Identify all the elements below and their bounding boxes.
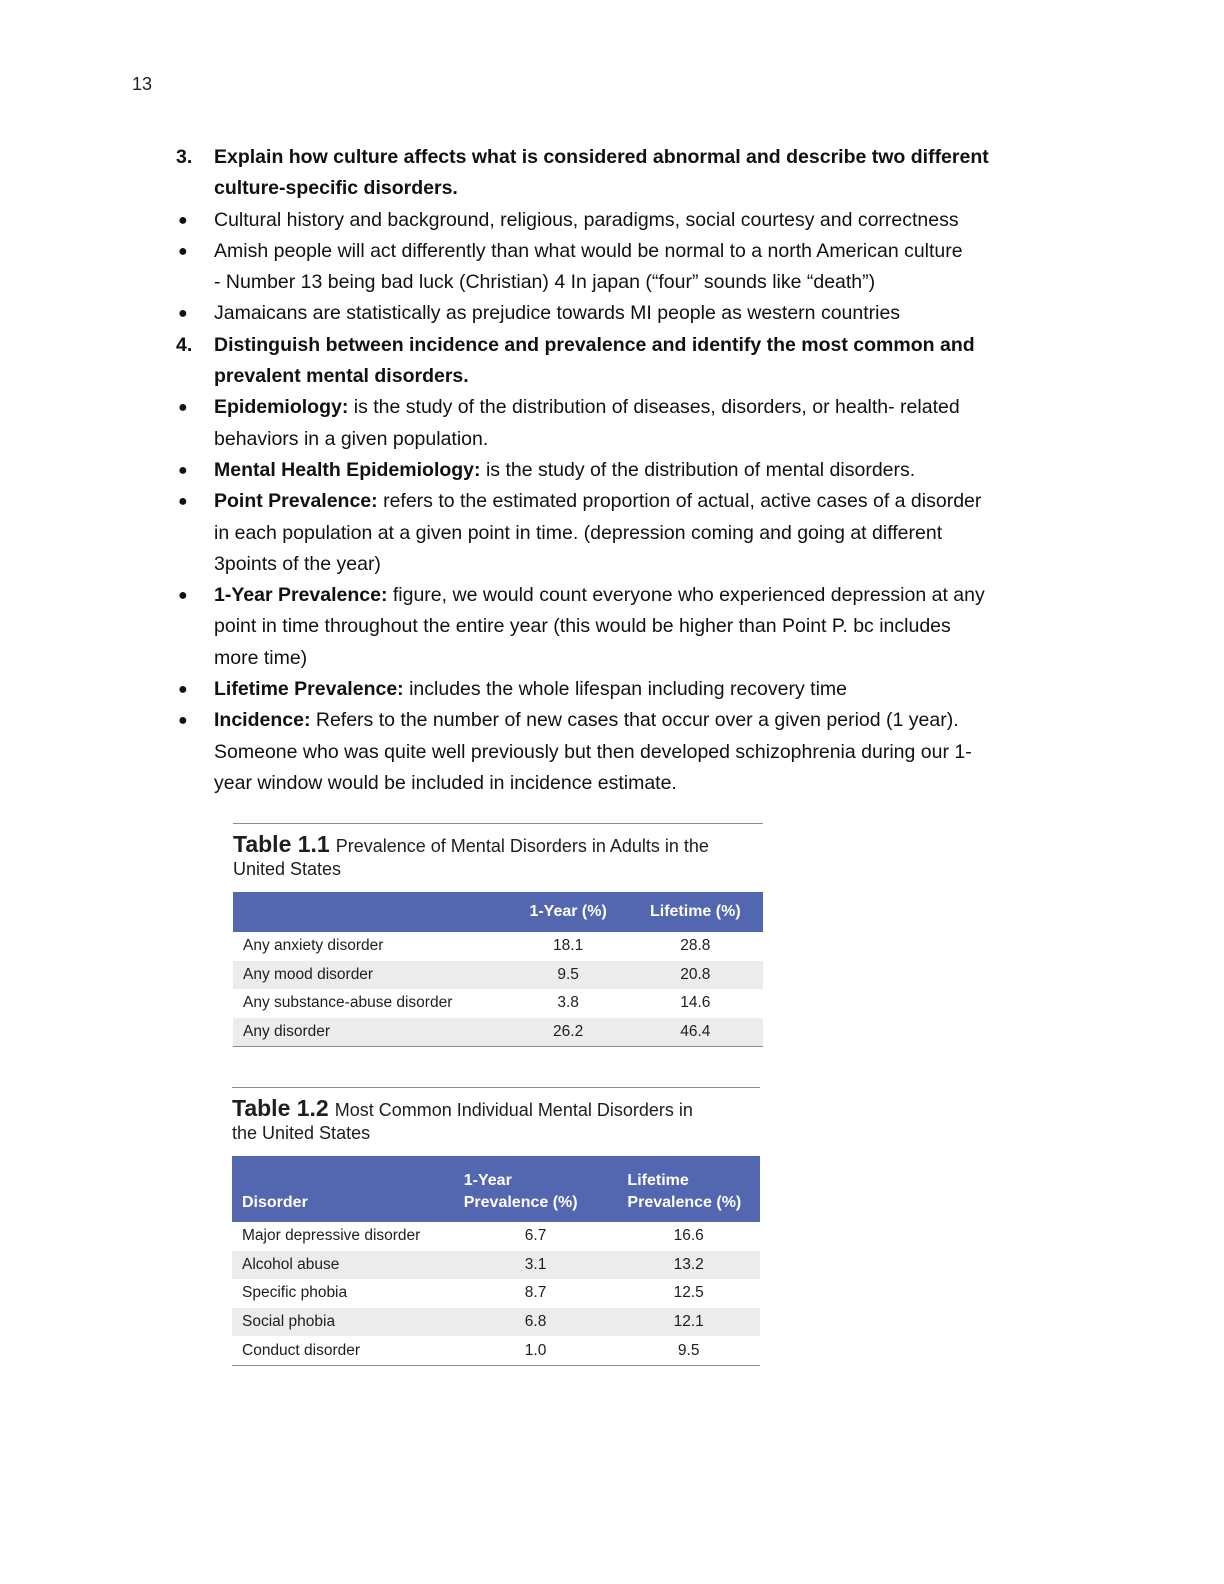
header-text: 1-Year bbox=[463, 1172, 512, 1189]
header-text: Lifetime bbox=[627, 1172, 689, 1189]
table-caption bbox=[232, 1097, 760, 1145]
value-cell: 3.1 bbox=[454, 1251, 618, 1280]
term: Point Prevalence: bbox=[214, 490, 378, 513]
table-row bbox=[232, 1308, 760, 1337]
table-header-row bbox=[233, 892, 763, 932]
list-item bbox=[176, 298, 1076, 329]
table-title-continuation: the United States bbox=[232, 1123, 371, 1143]
column-header-1-year: 1-Year (%) bbox=[509, 892, 628, 932]
column-header-1-year bbox=[454, 1156, 618, 1222]
table-row bbox=[233, 961, 763, 990]
table-row bbox=[233, 932, 763, 961]
bullet-icon: ● bbox=[178, 681, 188, 699]
column-header-lifetime: Lifetime (%) bbox=[628, 892, 763, 932]
table-title-continuation: United States bbox=[233, 859, 342, 879]
value-cell: 16.6 bbox=[673, 1227, 704, 1245]
table-row bbox=[232, 1222, 760, 1251]
question-3-title-line2: culture-specific disorders. bbox=[214, 177, 458, 200]
table-row bbox=[233, 1018, 763, 1047]
definition-continuation: point in time throughout the entire year (this would be higher than Point P. bc includes bbox=[214, 615, 951, 638]
bullet-icon: ● bbox=[178, 493, 188, 511]
table-row bbox=[232, 1251, 760, 1280]
list-item-point-prevalence bbox=[176, 486, 1076, 580]
notes-body bbox=[176, 142, 1076, 799]
value-cell: 26.2 bbox=[509, 1018, 628, 1047]
definition: includes the whole lifespan including recovery time bbox=[403, 678, 847, 701]
definition: refers to the estimated proportion of actual, active cases of a disorder bbox=[377, 490, 982, 513]
definition: is the study of the distribution of mental disorders. bbox=[480, 458, 916, 481]
definition: Refers to the number of new cases that occur over a given period (1 year). bbox=[310, 709, 959, 732]
disorder-cell: Social phobia bbox=[232, 1308, 454, 1337]
value-cell: 9.5 bbox=[509, 961, 628, 990]
bullet-text: Cultural history and background, religious, paradigms, social courtesy and correctness bbox=[214, 208, 959, 231]
column-header-disorder bbox=[232, 1156, 454, 1222]
value-cell: 20.8 bbox=[628, 961, 763, 990]
value-cell: 12.1 bbox=[617, 1308, 760, 1337]
table-row bbox=[232, 1279, 760, 1308]
definition: figure, we would count everyone who experienced depression at any bbox=[387, 584, 985, 607]
bullet-icon: ● bbox=[178, 305, 188, 323]
table-number: Table 1.2 bbox=[232, 1095, 329, 1121]
list-item-1-year-prevalence bbox=[176, 580, 1076, 674]
disorder-cell: Specific phobia bbox=[242, 1284, 348, 1302]
value-cell: 28.8 bbox=[680, 937, 711, 955]
column-header-lifetime bbox=[617, 1156, 760, 1222]
term: Mental Health Epidemiology: bbox=[214, 458, 481, 481]
value-cell: 3.8 bbox=[557, 994, 579, 1012]
definition-continuation: year window would be included in incidence estimate. bbox=[214, 771, 677, 794]
list-item-epidemiology bbox=[176, 392, 1076, 455]
table-1-2 bbox=[232, 1087, 760, 1366]
bullet-icon: ● bbox=[178, 587, 188, 605]
disorder-cell: Any substance-abuse disorder bbox=[243, 994, 453, 1012]
term: 1-Year Prevalence: bbox=[214, 584, 388, 607]
disorder-cell: Conduct disorder bbox=[232, 1336, 454, 1365]
definition: is the study of the distribution of diseases, disorders, or health- related bbox=[348, 396, 960, 419]
table-number: Table 1.1 bbox=[233, 831, 330, 857]
bullet-icon: ● bbox=[178, 211, 188, 229]
value-cell: 12.5 bbox=[673, 1284, 704, 1302]
question-4-title-line2: prevalent mental disorders. bbox=[214, 365, 469, 388]
bullet-icon: ● bbox=[178, 461, 188, 479]
list-item-mental-health-epidemiology bbox=[176, 455, 1076, 486]
term: Lifetime Prevalence: bbox=[214, 678, 404, 701]
list-item bbox=[176, 205, 1076, 236]
definition-continuation: more time) bbox=[214, 646, 308, 669]
value-cell: 6.7 bbox=[524, 1227, 547, 1245]
value-cell: 8.7 bbox=[524, 1284, 547, 1302]
header-text: Disorder bbox=[242, 1194, 308, 1211]
disorder-cell: Alcohol abuse bbox=[232, 1251, 454, 1280]
bullet-icon: ● bbox=[178, 242, 188, 260]
term: Epidemiology: bbox=[214, 396, 349, 419]
value-cell: 6.8 bbox=[454, 1308, 618, 1337]
definition-continuation: in each population at a given point in time. (depression coming and going at different bbox=[214, 521, 943, 544]
page-number: 13 bbox=[132, 74, 153, 94]
table-1-1 bbox=[233, 823, 763, 1047]
table-title: Most Common Individual Mental Disorders in bbox=[334, 1100, 693, 1120]
question-3-title-line1: Explain how culture affects what is considered abnormal and describe two different bbox=[214, 146, 989, 168]
list-item-lifetime-prevalence bbox=[176, 674, 1076, 705]
header-text: Prevalence (%) bbox=[627, 1194, 742, 1211]
prevalence-table bbox=[233, 892, 763, 1047]
disorder-cell: Any mood disorder bbox=[233, 961, 509, 990]
bullet-icon: ● bbox=[178, 712, 188, 730]
list-item-incidence bbox=[176, 705, 1076, 799]
header-text: Prevalence (%) bbox=[463, 1194, 578, 1211]
column-header bbox=[233, 892, 509, 932]
disorder-cell: Any anxiety disorder bbox=[243, 937, 384, 955]
value-cell: 14.6 bbox=[680, 994, 711, 1012]
bullet-icon: ● bbox=[178, 399, 188, 417]
value-cell: 13.2 bbox=[617, 1251, 760, 1280]
table-row bbox=[233, 989, 763, 1018]
value-cell: 18.1 bbox=[553, 937, 584, 955]
table-title: Prevalence of Mental Disorders in Adults in the bbox=[335, 836, 709, 856]
definition-continuation: Someone who was quite well previously but then developed schizophrenia during our 1- bbox=[214, 740, 972, 763]
definition-continuation: 3points of the year) bbox=[214, 552, 381, 575]
term: Incidence: bbox=[214, 709, 311, 732]
bullet-text: Jamaicans are statistically as prejudice towards MI people as western countries bbox=[214, 302, 901, 325]
question-3-heading bbox=[176, 142, 1076, 205]
table-top-rule bbox=[233, 823, 763, 824]
value-cell: 9.5 bbox=[617, 1336, 760, 1365]
definition-continuation: behaviors in a given population. bbox=[214, 427, 489, 450]
table-top-rule bbox=[232, 1087, 760, 1088]
disorder-cell: Any disorder bbox=[233, 1018, 509, 1047]
question-4-number: 4. bbox=[176, 333, 193, 356]
bullet-text-continuation: - Number 13 being bad luck (Christian) 4 In japan (“four” sounds like “death”) bbox=[214, 271, 876, 294]
bullet-text: Amish people will act differently than what would be normal to a north American culture bbox=[214, 239, 963, 262]
value-cell: 1.0 bbox=[454, 1336, 618, 1365]
table-header-row bbox=[232, 1156, 760, 1222]
table-caption bbox=[233, 833, 763, 881]
list-item bbox=[176, 236, 1076, 299]
disorder-cell: Major depressive disorder bbox=[242, 1227, 421, 1245]
question-4-title-line1: Distinguish between incidence and prevalence and identify the most common and bbox=[214, 333, 975, 356]
value-cell: 46.4 bbox=[628, 1018, 763, 1047]
common-disorders-table bbox=[232, 1156, 760, 1366]
question-4-heading bbox=[176, 330, 1076, 393]
table-row bbox=[232, 1336, 760, 1365]
question-3-number: 3. bbox=[176, 146, 193, 168]
